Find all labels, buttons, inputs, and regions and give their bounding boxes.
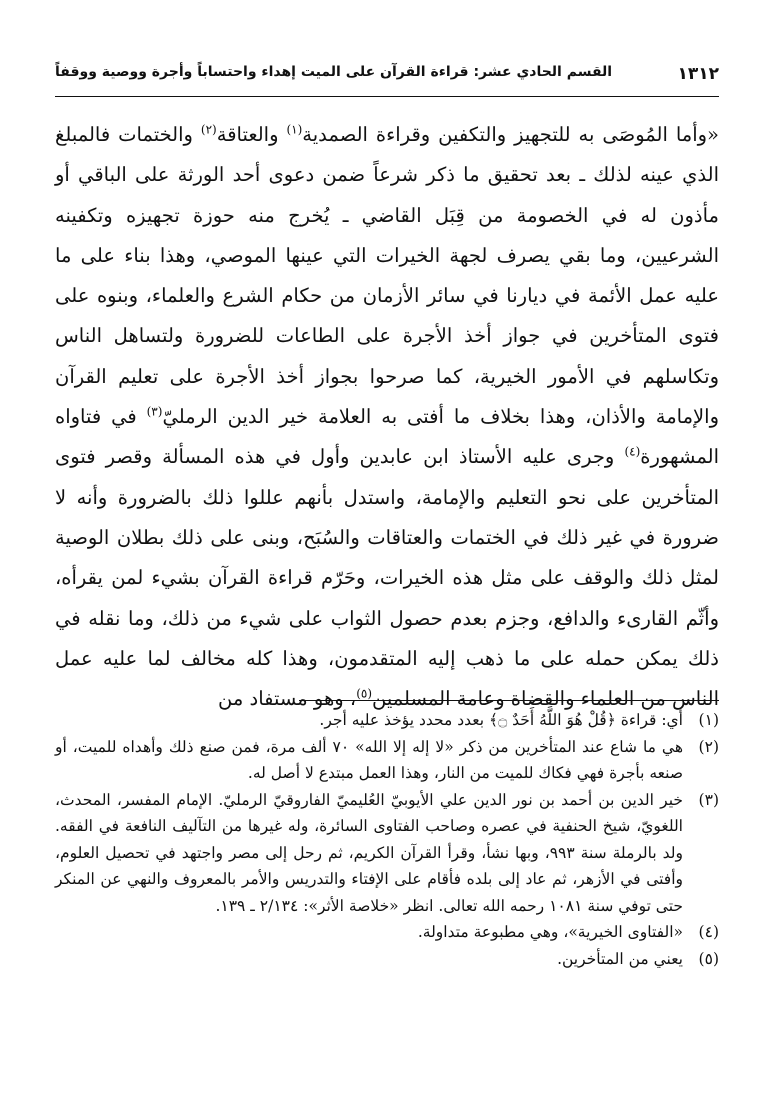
footnote-1 bbox=[55, 707, 719, 734]
main-text bbox=[55, 115, 719, 719]
footnote-number: (٣) bbox=[698, 790, 719, 809]
footnote-reference: (١) bbox=[286, 122, 303, 137]
text-segment: ، وهو مستفاد من bbox=[218, 687, 357, 711]
footnote-number: (٥) bbox=[698, 949, 719, 968]
footnote-reference: (٤) bbox=[624, 444, 641, 459]
footnote-separator bbox=[299, 700, 719, 701]
footnote-reference: (٢) bbox=[200, 122, 217, 137]
footnote-text: «الفتاوى الخيرية»، وهي مطبوعة متداولة. bbox=[417, 923, 683, 941]
footnote-5 bbox=[55, 946, 719, 973]
header-rule bbox=[55, 96, 719, 97]
footnotes bbox=[55, 707, 719, 972]
footnote-text: يعني من المتأخرين. bbox=[557, 949, 683, 968]
text-segment: وجرى عليه الأستاذ ابن عابدين وأول في هذه المسألة وقصر فتوى المتأخرين على نحو التعليم والإمامة، واستدل بأنهم عللوا ذلك بالضرورة وأنه لا ضرورة في غير ذلك في الختمات والعتاقات والسُبَح، وبنى على ذلك بطلان الوصية لمثل ذلك والوقف على مثل هذه الخيرات، وحَرّم قراءة القرآن بشيء لمن يقرأه، وأثّم القارىء والدافع، وجزم بعدم حصول الثواب على شيء من ذلك، وما نقله في ذلك يمكن حمله على ما ذهب إليه المتقدمون، وهذا كله مخالف لما عليه عمل الناس من العلماء والقضاة وعامة المسلمين bbox=[55, 445, 719, 711]
footnote-4 bbox=[55, 919, 719, 946]
page-header bbox=[55, 62, 719, 92]
footnote-text: أي: قراءة ﴿قُلْ هُوَ اللَّهُ أَحَدٌ ۝﴾ بعدد محدد يؤخذ عليه أجر. bbox=[319, 711, 683, 729]
text-segment: والختمات فالمبلغ الذي عينه لذلك ـ بعد تحقيق ما ذكر شرعاً ضمن دعوى أحد الورثة على الباقي أو مأذون له في الخصومة من قِبَل القاضي ـ يُخرج منه حوزة تجهيزه وتكفينه الشرعيين، وما بقي يصرف لجهة الخيرات التي عينها الموصي، وهذا بناء على ما عليه عمل الأئمة في ديارنا في سائر الأزمان من حكام الشرع والعلماء، وبنوه على فتوى المتأخرين في جواز أخذ الأجرة على الطاعات للضرورة ولتساهل الناس وتكاسلهم في الأمور الخيرية، كما صرحوا بجواز أخذ الأجرة على تعليم القرآن والإمامة والأذان، وهذا بخلاف ما أفتى به العلامة خير الدين الرمليّ bbox=[55, 123, 719, 429]
text-segment: والعتاقة bbox=[216, 123, 287, 146]
footnote-text: هي ما شاع عند المتأخرين من ذكر «لا إله إلا الله» ٧٠ ألف مرة، فمن صنع ذلك وأهداه للميت، أو صنعه بأجرة فهي فكاك للميت من النار، وهذا العمل مبتدع لا أصل له. bbox=[55, 737, 683, 782]
text-segment: في فتاواه المشهورة bbox=[55, 405, 719, 469]
running-title: القسم الحادي عشر: قراءة القرآن على الميت إهداء واحتساباً وأجرة ووصية ووقفاً bbox=[55, 64, 613, 80]
footnote-number: (١) bbox=[698, 711, 719, 729]
footnote-reference: (٣) bbox=[146, 404, 163, 419]
footnote-3 bbox=[55, 787, 719, 920]
footnote-text: خير الدين بن أحمد بن نور الدين علي الأيوبيّ العُليميّ الفاروقيّ الرمليّ. الإمام المفسر، المحدث، اللغويّ، شيخ الحنفية في عصره وصاحب الفتاوى السائرة، وله غيرها من التآليف النافعة في الفقه. ولد بالرملة سنة ٩٩٣، وبها نشأ، وقرأ القرآن الكريم، ثم رحل إلى مصر واجتهد في تحصيل العلوم، وأفتى في الأزهر، ثم عاد إلى بلده فأقام على الإفتاء والتدريس والأمر بالمعروف والنهي عن المنكر حتى توفي سنة ١٠٨١ رحمه الله تعالى. انظر «خلاصة الأثر»: ٢/١٣٤ ـ ١٣٩. bbox=[55, 790, 684, 915]
footnote-number: (٢) bbox=[698, 737, 719, 756]
footnote-2 bbox=[55, 734, 719, 787]
footnote-number: (٤) bbox=[698, 923, 719, 941]
footnote-reference: (٥) bbox=[356, 686, 373, 701]
text-segment: «وأما المُوصَى به للتجهيز والتكفين وقراءة الصمدية bbox=[302, 123, 719, 146]
page-number: ١٣١٢ bbox=[677, 64, 719, 84]
